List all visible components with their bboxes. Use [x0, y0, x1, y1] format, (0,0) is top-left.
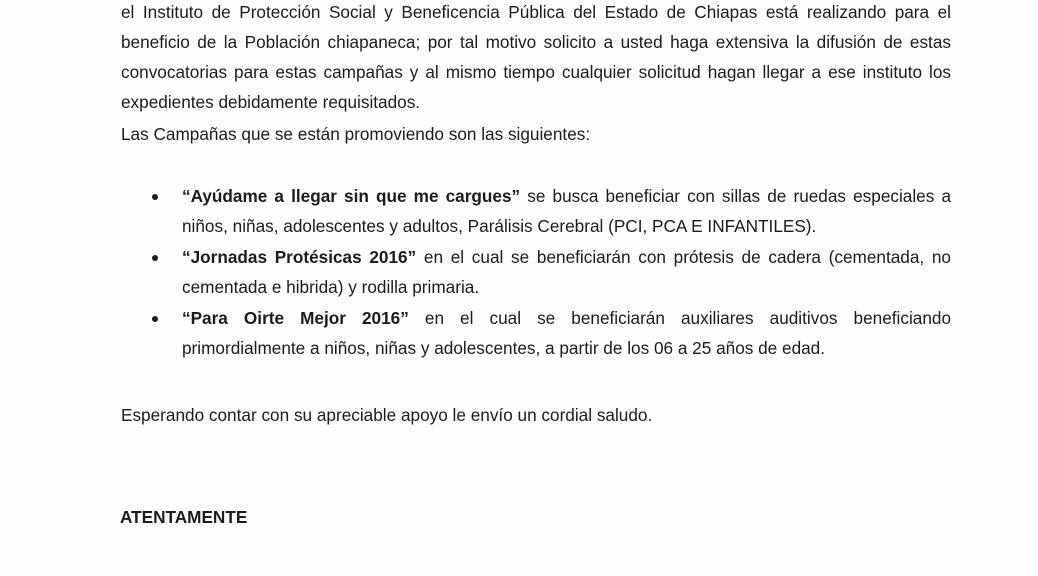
campaign-item [121, 181, 951, 241]
campaign-title: “Ayúdame a llegar sin que me cargues” [182, 186, 521, 206]
campaign-title: “Jornadas Protésicas 2016” [182, 247, 417, 267]
campaign-list [121, 181, 951, 364]
bullet-icon [152, 194, 158, 200]
campaign-line [182, 181, 951, 211]
campaigns-lead-text: Las Campañas que se están promoviendo son las siguientes: [121, 124, 591, 144]
campaign-description: en el cual se beneficiarán auxiliares auditivos beneficiando [408, 308, 952, 328]
bullet-icon [152, 316, 158, 322]
bullet-icon [152, 255, 158, 261]
intro-line: expedientes debidamente requisitados. [121, 92, 421, 112]
campaign-item [121, 242, 951, 302]
campaign-item [121, 303, 951, 363]
campaign-description: primordialmente a niños, niñas y adolescentes, a partir de los 06 a 25 años de edad. [182, 338, 826, 358]
intro-line: beneficio de la Población chiapaneca; por tal motivo solicito a usted haga extensiva la difusión de estas [121, 32, 951, 52]
campaign-line [182, 303, 951, 333]
closing-text: Esperando contar con su apreciable apoyo le envío un cordial saludo. [121, 405, 653, 425]
campaign-description: en el cual se beneficiarán con prótesis de cadera (cementada, no [416, 247, 951, 267]
campaigns-lead [121, 119, 951, 149]
closing-paragraph [121, 400, 951, 430]
campaign-line [182, 242, 951, 272]
signoff-heading: ATENTAMENTE [120, 507, 248, 527]
intro-line: el Instituto de Protección Social y Beneficencia Pública del Estado de Chiapas está realizando para el [121, 2, 951, 22]
intro-paragraph [121, 0, 951, 117]
campaign-description: niños, niñas, adolescentes y adultos, Parálisis Cerebral (PCI, PCA E INFANTILES). [182, 216, 817, 236]
campaign-title: “Para Oirte Mejor 2016” [182, 308, 409, 328]
intro-line: convocatorias para estas campañas y al mismo tiempo cualquier solicitud hagan llegar a ese instituto los [121, 62, 951, 82]
campaign-description: se busca beneficiar con sillas de ruedas especiales a [520, 186, 952, 206]
campaign-description: cementada e hibrida) y rodilla primaria. [182, 277, 480, 297]
